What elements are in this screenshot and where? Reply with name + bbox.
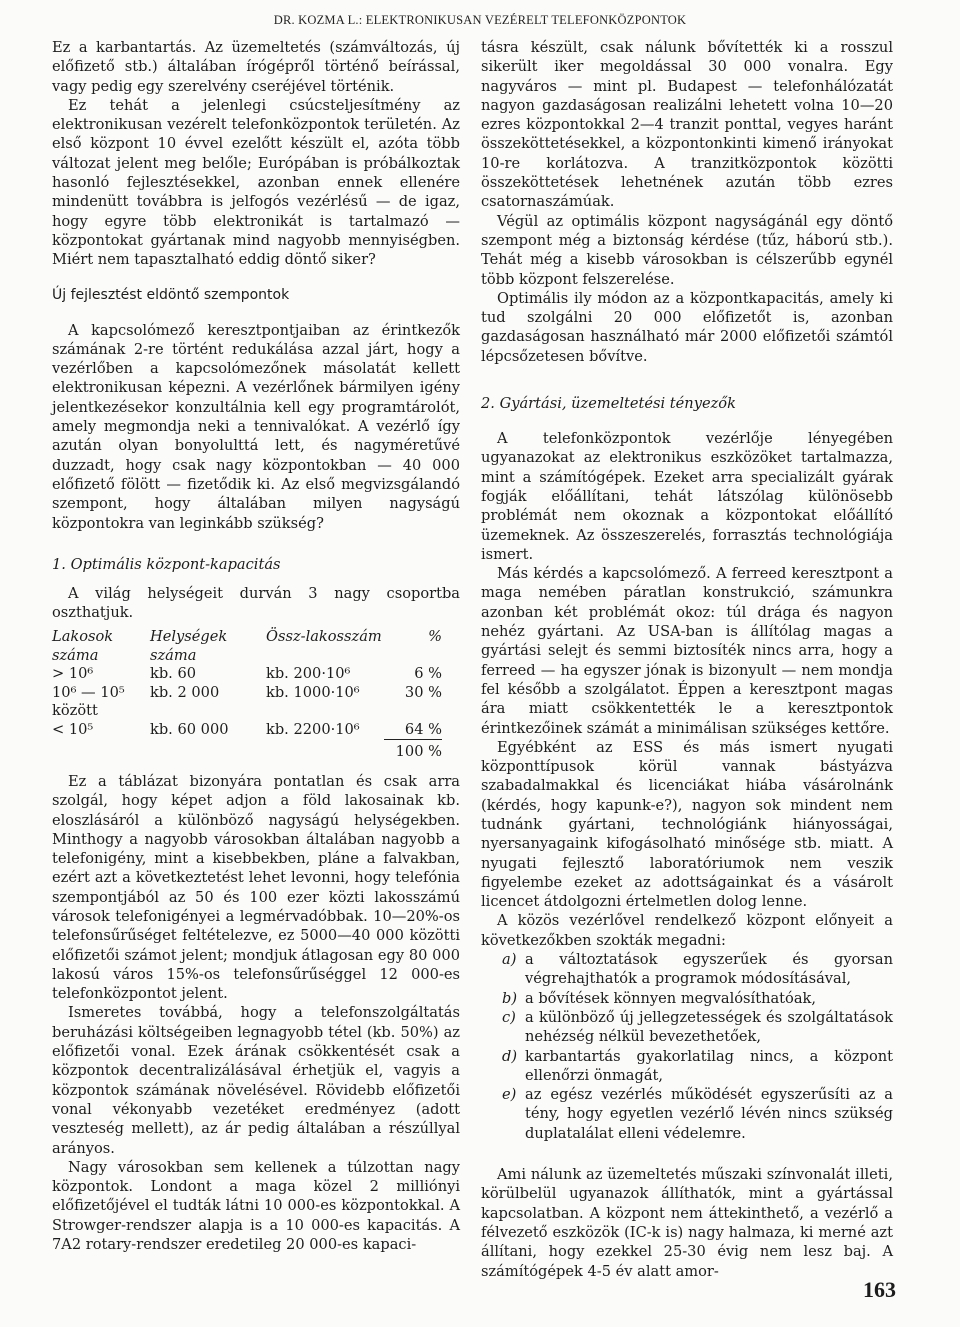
table-cell: 30 %: [404, 683, 442, 701]
table-cell: > 10⁶: [52, 665, 94, 683]
list-item: [481, 950, 893, 989]
table-row: [52, 721, 442, 740]
list-item: [481, 1008, 893, 1047]
section-heading: 2. Gyártási, üzemeltetési tényezők: [481, 395, 736, 413]
table-header-row: [52, 628, 442, 665]
paragraph: A kapcsolómező keresztpontjaiban az érintkezők számának 2-re történt redukálása azzal járt, hogy a vezérlőben a kapcsolómezőnek másolatát kellett elektronikusan képezni. A vezérlőnek bármilyen igény jelentkezésekor konzultálnia kell egy programtárolót, amely megmondja neki a tennivalókat. A vezérlő így azután olyan bonyolulttá lett, és nagyméretűvé duzzadt, hogy csak nagy központokban — 40 000 előfizető fölött — fizetődik ki. Az első megvizsgálandó szempont, hogy általában milyen nagyságú központokra van leginkább szükség?: [52, 321, 460, 532]
table-header-cell: %: [428, 628, 442, 646]
section-heading: 1. Optimális központ-kapacitás: [52, 555, 281, 573]
table-header-cell: Helységek száma: [150, 628, 228, 664]
page-number: 163: [863, 1277, 896, 1302]
table-total-row: [52, 740, 442, 762]
paragraph: A világ helységeit durván 3 nagy csoportba oszthatjuk.: [52, 584, 460, 622]
list-item-text: a különböző új jellegzetességek és szolgáltatások nehézség nélkül bevezethetőek,: [525, 1008, 893, 1046]
list-marker: a): [502, 951, 517, 969]
table-cell: 10⁶ — 10⁵ között: [52, 683, 125, 720]
table-cell: kb. 2 000: [150, 683, 220, 701]
list-marker: c): [502, 1008, 516, 1026]
table-cell: kb. 1000·10⁶: [266, 683, 360, 701]
list-marker: d): [502, 1047, 518, 1065]
table-header-cell: Össz-lakosszám: [266, 628, 382, 646]
paragraph: Végül az optimális központ nagyságánál egy döntő szempont még a biztonság kérdése (tűz, háború stb.). Tehát még a kisebb városokban is célszerűbb egynél több központ felszerelése.: [481, 212, 893, 288]
section-heading: Új fejlesztést eldöntő szempontok: [52, 286, 290, 303]
paragraph: A közös vezérlővel rendelkező központ előnyeit a következőkben szokták megadni:: [481, 912, 893, 949]
table-cell: kb. 60: [150, 665, 197, 683]
list-item: [481, 1047, 893, 1086]
right-column: [481, 38, 893, 1281]
table-row: [52, 684, 442, 721]
list-item-text: a változtatások egyszerűek és gyorsan végrehajthatók a programok módosításával,: [525, 951, 893, 988]
table-cell: kb. 60 000: [150, 720, 229, 738]
list-item: [481, 989, 893, 1008]
table-cell: kb. 2200·10⁶: [266, 720, 360, 738]
paragraph: Egyébként az ESS és más ismert nyugati központtípusok körül vannak bástyázva szabadalmakkal és licenciákat hiába vásárolnánk (kérdés, hogy kapunk-e?), nagyon sok mindent nem tudnánk gyártani, technológiánk hiányosságai, nyersanyagaink kifogásolható minősége stb. miatt. A nyugati fejlesztő laboratóriumok nem veszik figyelembe ezeket az adottságainkat és a vásárolt licencet átdolgozni értelmetlen dolog lenne.: [481, 738, 893, 911]
left-column: [52, 38, 460, 1254]
list-item-text: karbantartás gyakorlatilag nincs, a központ ellenőrzi önmagát,: [525, 1047, 893, 1084]
paragraph-intro: Ez a karbantartás. Az üzemeltetés (számváltozás, új előfizető stb.) általában írógépről történő beírással, vagy pedig egy szerelvény cseréjével történik.: [52, 39, 460, 95]
table-cell: < 10⁵: [52, 720, 94, 738]
list-marker: b): [502, 989, 518, 1007]
table-cell: 64 %: [404, 720, 442, 738]
table-cell: kb. 200·10⁶: [266, 665, 351, 683]
paragraph: Más kérdés a kapcsolómező. A ferreed keresztpont a maga nemében páratlan konstrukció, számunkra azonban két problémát okoz: túl drága és nagyon nehéz gyártani. Az USA-ban is állítólag magas a gyártási selejt és semmi biztosíték nincs arra, hogy a ferreed — ha egyszer jónak is bizonyult — nem mondja fel később a szolgálatot. Éppen a keresztpont magas ára miatt csökkentették le a keresztpontok érintkezőinek számát a minimálisan szükséges kettőre.: [481, 565, 893, 737]
paragraph: Optimális ily módon az a központkapacitás, amely ki tud szolgálni 20 000 előfizetőt is, azonban gazdaságosan használható már 2000 előfizetői számtól lépcsőzetesen bővítve.: [481, 289, 893, 365]
list-marker: e): [502, 1086, 517, 1104]
paragraph: Nagy városokban sem kellenek a túlzottan nagy központok. Londont a maga közel 2 milliónyi előfizetőjével el tudták látni 10 000-es központokkal. A Strowger-rendszer alapja is a 10 000-es kapacitás. A 7A2 rotary-rendszer eredetileg 20 000-es kapaci-: [52, 1158, 460, 1254]
paragraph: Ez a táblázat bizonyára pontatlan és csak arra szolgál, hogy képet adjon a föld lakosainak kb. eloszlásáról a különböző nagyságú helységekben. Minthogy a nagyobb városokban általában nagyobb a telefonigény, mint a kisebbekben, pláne a falvakban, ezért azt a következtetést lehet levonni, hogy telefónia szempontjából az 50 és 100 ezer közti lakosszámú városok telefonigényei a legmérvadóbbak. 10—20%-os telefonsűrűséget feltételezve, ez 5000—40 000 közötti előfizetői számot jelent; mondjuk átlagosan egy 80 000 lakosú város 15%-os telefonsűrűséggel 12 000-es telefonközpontot jelent.: [52, 772, 460, 1003]
list-item: [481, 1085, 893, 1143]
paragraph: A telefonközpontok vezérlője lényegében ugyanazokat az elektronikus eszközöket tartalmazza, mint a számítógépek. Ezeket arra specializált gyárak fogják előállítani, tehát látszólag különösebb problémát nem okoznak a központokat előállító üzemeknek. Az összeszerelés, forrasztás technológiája ismert.: [481, 430, 893, 563]
population-table: [52, 628, 442, 762]
paragraph: Ami nálunk az üzemeltetés műszaki színvonalát illeti, körülbelül ugyanazok állíthatók, mint a gyártással kapcsolatban. A központ nem áttekinthető, a vezérlő a félvezető eszközök (IC-k is) nagy halmaza, ki merné azt állítani, hogy ezekkel 25-30 évig nem lesz baj. A számítógépek 4-5 év alatt amor-: [481, 1166, 893, 1280]
running-title: DR. KOZMA L.: ELEKTRONIKUSAN VEZÉRELT TELEFONKÖZPONTOK: [273, 13, 687, 27]
table-row: [52, 665, 442, 684]
table-header-cell: Lakosok száma: [52, 628, 114, 664]
paragraph: Ismeretes továbbá, hogy a telefonszolgáltatás beruházási költségeiben legnagyobb tétel (kb. 50%) az előfizetői vonal. Ezek árának csökkentését csak a központok decentralizálásával érhetjük el, vagyis a központok számának növelésével. Rövidebb előfizetői vonal vékonyabb vezetéket eredményez (adott veszteség mellett), az ár pedig általában a részúllyal arányos.: [52, 1004, 460, 1157]
paragraph: tásra készült, csak nálunk bővítették ki a rosszul sikerült iker megoldással 30 000 vonalra. Egy nagyváros — mint pl. Budapest — telefonhálózatát nagyon gazdaságosan realizálni lehetett volna 10—20 ezres központokkal 2—4 tranzit ponttal, vegyes haránt összeköttetésekkel, a központonkinti kimenő irányokat 10-re korlátozva. A tranzitközpontok közötti összeköttetések lehetnének azután több ezres csatornaszámúak.: [481, 39, 893, 211]
list-item-text: az egész vezérlés működését egyszerűsíti az a tény, hogy egyetlen vezérlő lévén nincs szükség duplatalálat elleni védelemre.: [525, 1086, 893, 1142]
table-total: 100 %: [384, 740, 442, 762]
list-item-text: a bővítések könnyen megvalósíthatóak,: [525, 989, 817, 1007]
table-cell: 6 %: [414, 665, 442, 683]
advantages-list: [481, 950, 893, 1143]
paragraph: Ez tehát a jelenlegi csúcsteljesítmény az elektronikusan vezérelt telefonközpontok területén. Az első központ 10 évvel ezelőtt készült el, azóta több változat jelent meg belőle; Európában is próbálkoztak hasonló fejlesztésekkel, azonban ennek ellenére mindenütt továbbra is jelfogós vezérlésű — de igaz, hogy egyre több elektronikát is tartalmazó — központokat gyártanak mind nagyobb mennyiségben. Miért nem tapasztalható eddig döntő siker?: [52, 96, 460, 269]
